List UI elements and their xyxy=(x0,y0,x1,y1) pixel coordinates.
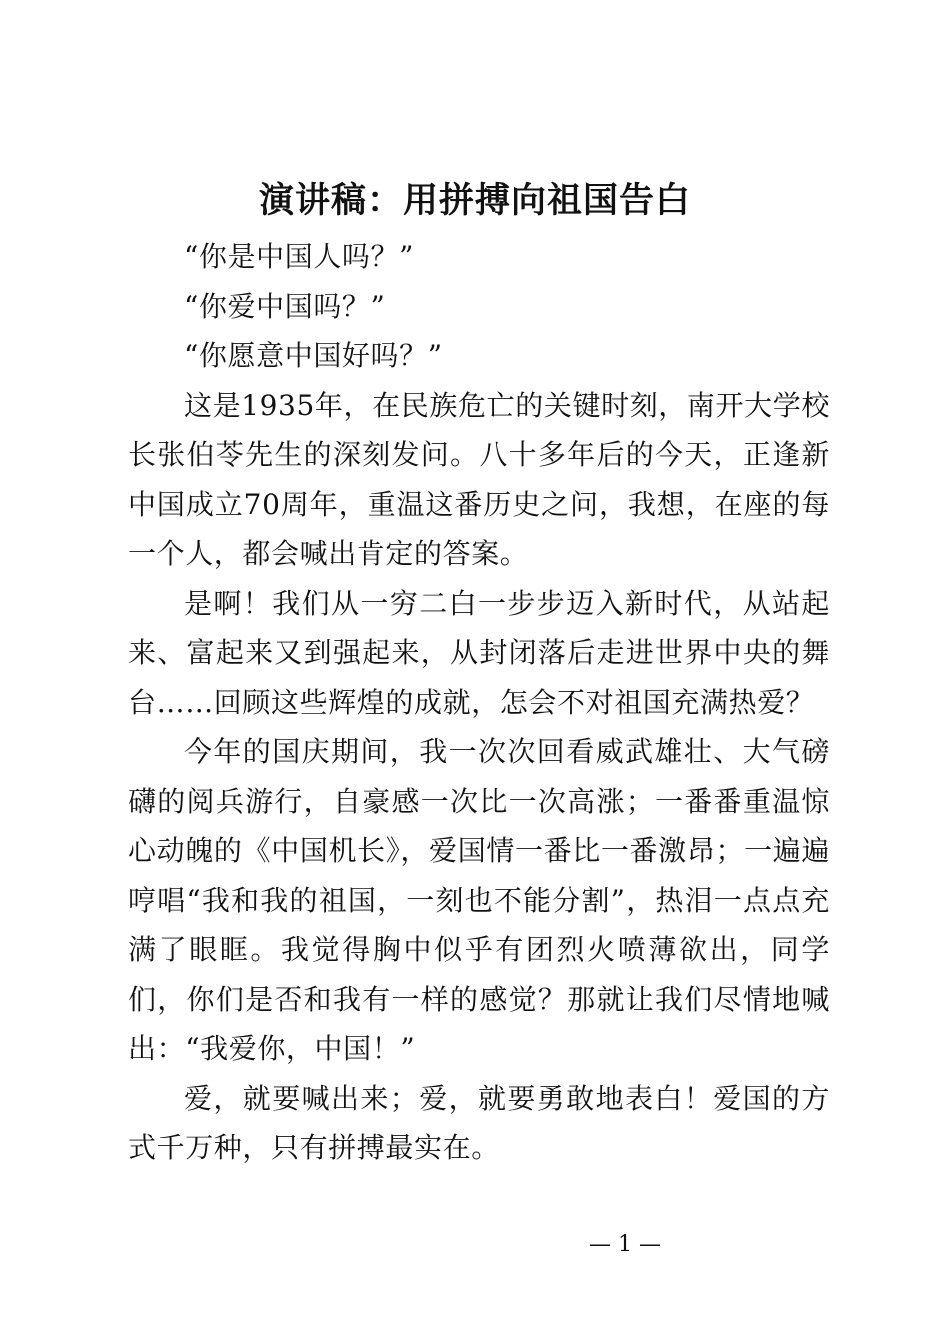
paragraph-national-day: 今年的国庆期间，我一次次回看威武雄壮、大气磅礴的阅兵游行，自豪感一次比一次高涨；一番番重温惊心动魄的《中国机长》，爱国情一番比一番激昂；一遍遍哼唱“我和我的祖国，一刻也不能分割”，热泪一点点充满了眼眶。我觉得胸中似乎有团烈火喷薄欲出，同学们，你们是否和我有一样的感觉？那就让我们尽情地喊出：“我爱你，中国！” xyxy=(128,735,830,1065)
document-body xyxy=(128,232,830,1173)
document-title: 演讲稿：用拼搏向祖国告白 xyxy=(258,180,691,221)
paragraph-achievements: 是啊！我们从一穷二白一步步迈入新时代，从站起来、富起来又到强起来，从封闭落后走进世界中央的舞台……回顾这些辉煌的成就，怎会不对祖国充满热爱？ xyxy=(128,586,830,719)
paragraph-question-2: “你爱中国吗？” xyxy=(184,289,386,323)
page-number: — 1 — xyxy=(589,1232,661,1257)
paragraph-question-1: “你是中国人吗？” xyxy=(184,240,415,273)
paragraph-question-3: “你愿意中国好吗？” xyxy=(184,339,443,372)
paragraph-conclusion: 爱，就要喊出来；爱，就要勇敢地表白！爱国的方式千万种，只有拼搏最实在。 xyxy=(128,1081,830,1164)
paragraph-history: 这是1935年，在民族危亡的关键时刻，南开大学校长张伯苓先生的深刻发问。八十多年后的今天，正逢新中国成立70周年，重温这番历史之问，我想，在座的每一个人，都会喊出肯定的答案。 xyxy=(128,388,830,570)
